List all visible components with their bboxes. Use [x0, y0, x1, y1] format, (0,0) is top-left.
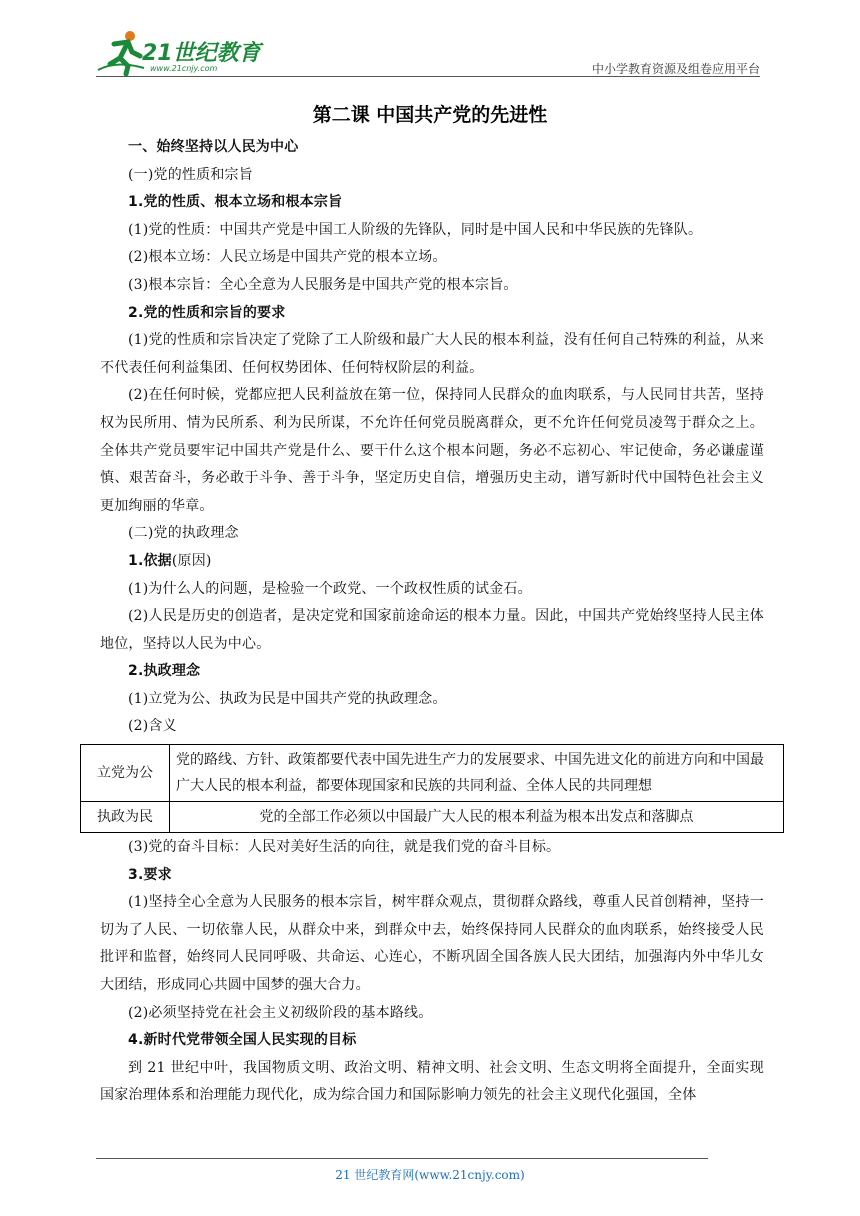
footer-link[interactable]: 21 世纪教育网(www.21cnjy.com): [335, 1168, 525, 1182]
paragraph: (1)党的性质和宗旨决定了党除了工人阶级和最广大人民的根本利益，没有任何自己特殊的利益，从来不代表任何利益集团、任何权势团体、任何特权阶层的利益。: [100, 332, 764, 376]
point-heading-bold: 1.依据: [128, 552, 172, 569]
paragraph: (2)人民是历史的创造者，是决定党和国家前途命运的根本力量。因此，中国共产党始终坚持人民主体地位，坚持以人民为中心。: [100, 608, 764, 652]
subsection-heading: (一)党的性质和宗旨: [128, 166, 253, 183]
paragraph: (2)在任何时候，党都应把人民利益放在第一位，保持同人民群众的血肉联系，与人民同甘共苦，坚持权为民所用、情为民所系、利为民所谋，不允许任何党员脱离群众，更不允许任何党员凌驾于群众之上。全体共产党员要牢记中国共产党是什么、要干什么这个根本问题，务必不忘初心、牢记使命，务必谦虚谨慎、艰苦奋斗，务必敢于斗争、善于斗争，坚定历史自信，增强历史主动，谱写新时代中国特色社会主义更加绚丽的华章。: [100, 387, 764, 514]
logo-text: 21世纪教育: [142, 41, 261, 66]
paragraph: (2)根本立场：人民立场是中国共产党的根本立场。: [128, 249, 447, 266]
point-heading: 4.新时代党带领全国人民实现的目标: [128, 1032, 357, 1049]
paragraph: (1)立党为公、执政为民是中国共产党的执政理念。: [128, 690, 447, 707]
paragraph: (3)党的奋斗目标：人民对美好生活的向往，就是我们党的奋斗目标。: [128, 839, 561, 856]
page-title: 第二课 中国共产党的先进性: [312, 104, 548, 126]
header-divider: [96, 76, 760, 77]
table-row: [81, 745, 784, 802]
paragraph: (1)坚持全心全意为人民服务的根本宗旨，树牢群众观点，贯彻群众路线，尊重人民首创精神，坚持一切为了人民、一切依靠人民，从群众中来，到群众中去，始终保持同人民群众的血肉联系，始终接受人民批评和监督，始终同人民同呼吸、共命运、心连心，不断巩固全国各族人民大团结，加强海内外中华儿女大团结，形成同心共圆中国梦的强大合力。: [100, 894, 764, 994]
table-key-cell: 执政为民: [81, 802, 170, 833]
footer-divider: [96, 1158, 708, 1159]
paragraph: 到 21 世纪中叶，我国物质文明、政治文明、精神文明、社会文明、生态文明将全面提升，全面实现国家治理体系和治理能力现代化，成为综合国力和国际影响力领先的社会主义现代化强国，全体: [100, 1059, 764, 1104]
point-heading: 3.要求: [128, 866, 172, 883]
section-heading: 一、始终坚持以人民为中心: [128, 139, 299, 155]
header-tagline: 中小学教育资源及组卷应用平台: [591, 62, 760, 76]
table-value-cell: 党的路线、方针、政策都要代表中国先进生产力的发展要求、中国先进文化的前进方向和中国最广大人民的根本利益，都要体现国家和民族的共同利益、全体人民的共同理想: [170, 745, 784, 802]
document-body: [97, 134, 764, 1110]
runner-logo-icon: [96, 30, 146, 76]
definition-table: [80, 744, 784, 833]
point-heading: 2.执政理念: [128, 663, 201, 680]
page-header: [0, 0, 860, 80]
logo-url: www.21cnjy.com: [150, 64, 218, 73]
paragraph: (3)根本宗旨：全心全意为人民服务是中国共产党的根本宗旨。: [128, 276, 518, 293]
point-heading: 1.党的性质、根本立场和根本宗旨: [128, 194, 343, 211]
point-heading: 2.党的性质和宗旨的要求: [128, 304, 286, 321]
table-key-cell: 立党为公: [81, 745, 170, 802]
table-value-cell: 党的全部工作必须以中国最广大人民的根本利益为根本出发点和落脚点: [170, 802, 784, 833]
point-heading-note: (原因): [171, 552, 212, 569]
paragraph: (1)党的性质：中国共产党是中国工人阶级的先锋队，同时是中国人民和中华民族的先锋队。: [128, 221, 703, 238]
paragraph: (1)为什么人的问题，是检验一个政党、一个政权性质的试金石。: [128, 580, 532, 597]
paragraph: (2)含义: [128, 718, 177, 735]
point-heading: [100, 548, 764, 576]
paragraph: (2)必须坚持党在社会主义初级阶段的基本路线。: [128, 1004, 433, 1021]
logo: [96, 30, 266, 78]
table-row: [81, 802, 784, 833]
subsection-heading: (二)党的执政理念: [128, 525, 239, 542]
